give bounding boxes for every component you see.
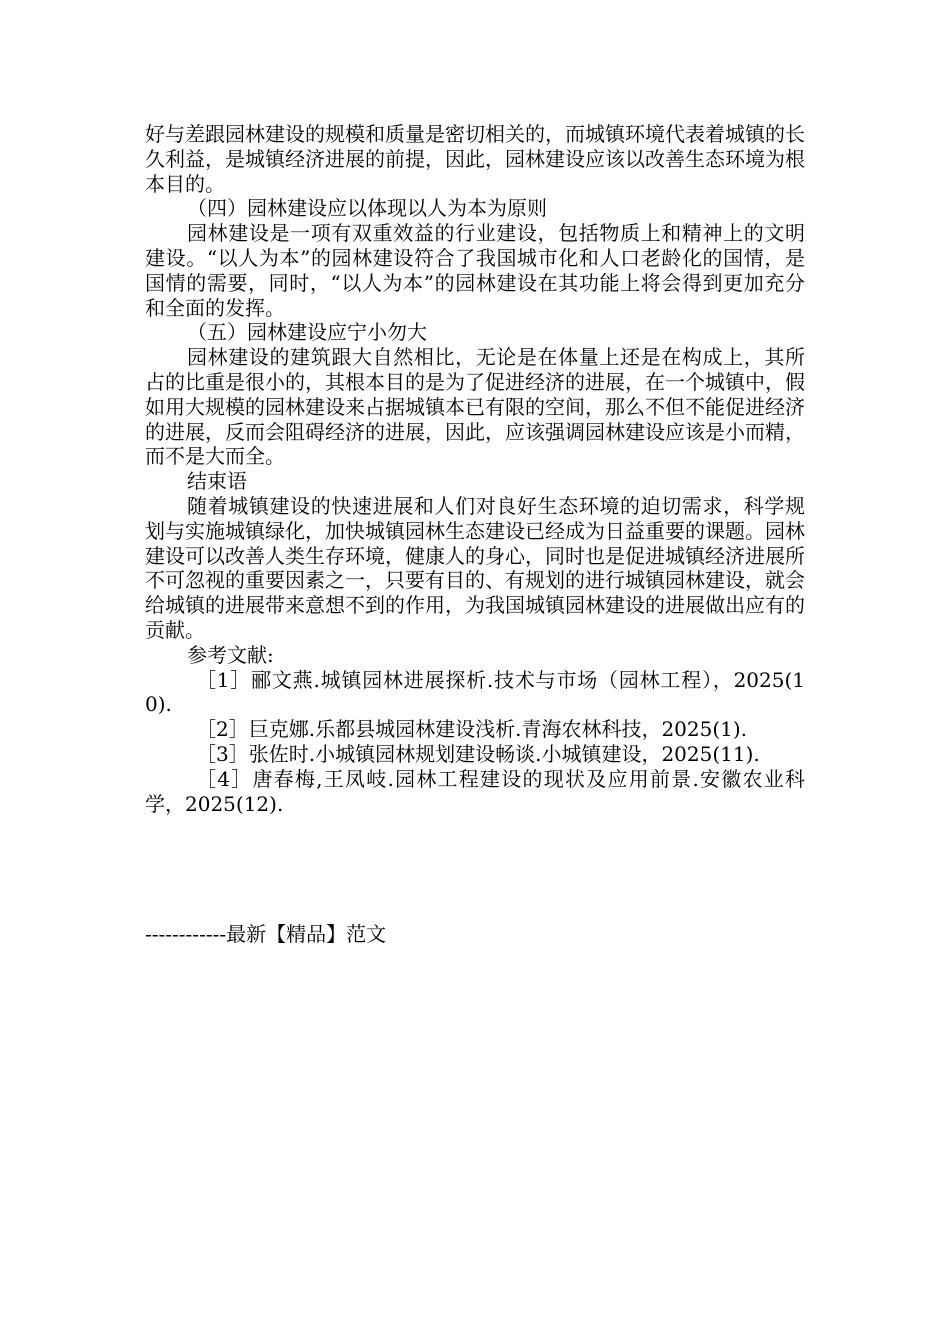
paragraph-people-oriented: 园林建设是一项有双重效益的行业建设，包括物质上和精神上的文明建设。“以人为本”的园林建设符合了我国城市化和人口老龄化的国情，是国情的需要，同时，“以人为本”的园林建设在其功能上将会得到更加充分和全面的发挥。 <box>145 221 805 320</box>
section-heading-5: （五）园林建设应宁小勿大 <box>187 320 427 345</box>
reference-item-3: ［3］张佐时.小城镇园林规划建设畅谈.小城镇建设，2025(11). <box>196 741 760 766</box>
document-body <box>145 122 805 816</box>
references-heading: 参考文献: <box>187 642 274 667</box>
reference-item-1: ［1］郦文燕.城镇园林进展探析.技术与市场（园林工程），2025(10). <box>145 667 805 717</box>
page-footer: ------------最新【精品】范文 <box>145 922 387 946</box>
section-heading-4: （四）园林建设应以体现以人为本为原则 <box>187 196 547 221</box>
paragraph-conclusion: 随着城镇建设的快速进展和人们对良好生态环境的迫切需求，科学规划与实施城镇绿化，加快城镇园林生态建设已经成为日益重要的课题。园林建设可以改善人类生存环境，健康人的身心，同时也是促进城镇经济进展所不可忽视的重要因素之一，只要有目的、有规划的进行城镇园林建设，就会给城镇的进展带来意想不到的作用，为我国城镇园林建设的进展做出应有的贡献。 <box>145 493 805 642</box>
paragraph-environment: 好与差跟园林建设的规模和质量是密切相关的，而城镇环境代表着城镇的长久利益，是城镇经济进展的前提，因此，园林建设应该以改善生态环境为根本目的。 <box>145 122 805 196</box>
paragraph-small-not-large: 园林建设的建筑跟大自然相比，无论是在体量上还是在构成上，其所占的比重是很小的，其根本目的是为了促进经济的进展，在一个城镇中，假如用大规模的园林建设来占据城镇本已有限的空间，那么不但不能促进经济的进展，反而会阻碍经济的进展，因此，应该强调园林建设应该是小而精，而不是大而全。 <box>145 345 805 469</box>
conclusion-heading: 结束语 <box>187 469 247 494</box>
reference-item-4: ［4］唐春梅,王凤岐.园林工程建设的现状及应用前景.安徽农业科学，2025(12). <box>145 766 805 816</box>
reference-item-2: ［2］巨克娜.乐都县城园林建设浅析.青海农林科技，2025(1). <box>196 717 748 742</box>
